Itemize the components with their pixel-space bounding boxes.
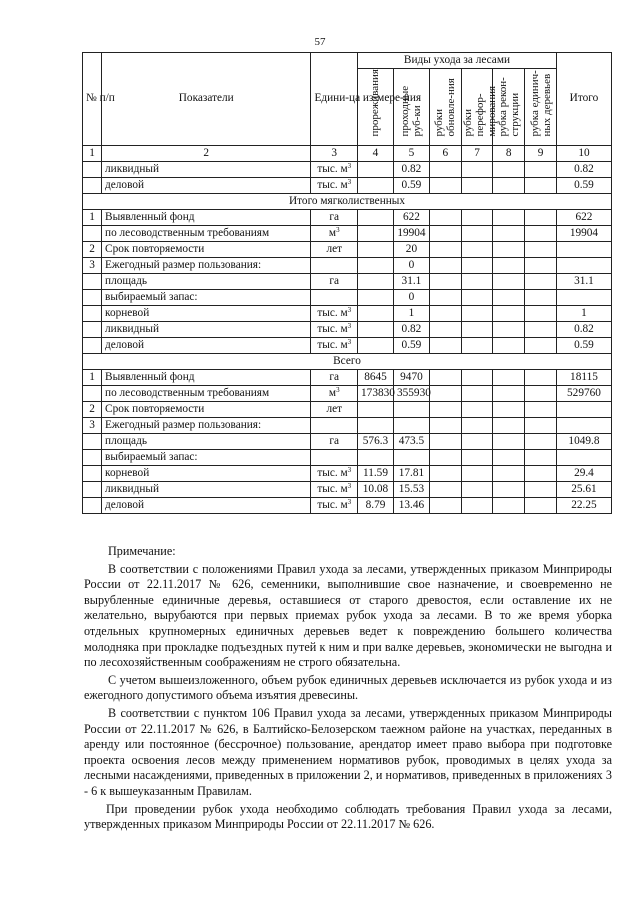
row-value-total: 1 — [556, 305, 611, 321]
row-value-reforming — [461, 209, 493, 225]
row-value-reconstruction — [493, 289, 525, 305]
row-value-total: 529760 — [556, 385, 611, 401]
row-number — [83, 321, 102, 337]
row-value-single-trees — [525, 273, 557, 289]
row-value-single-trees — [525, 449, 557, 465]
row-value-thinning — [358, 417, 394, 433]
row-indicator: деловой — [102, 177, 311, 193]
header-type-label: рубки обновле-ния — [433, 78, 458, 137]
row-number — [83, 161, 102, 177]
row-number: 1 — [83, 209, 102, 225]
row-value-thinning: 8645 — [358, 369, 394, 385]
row-unit — [311, 289, 358, 305]
col-number: 6 — [429, 145, 461, 161]
row-value-passage-cutting: 19904 — [393, 225, 429, 241]
row-value-reconstruction — [493, 497, 525, 513]
row-value-total — [556, 401, 611, 417]
section-row — [83, 193, 612, 209]
row-value-reforming — [461, 465, 493, 481]
row-number — [83, 289, 102, 305]
row-value-reforming — [461, 337, 493, 353]
col-number: 9 — [525, 145, 557, 161]
row-value-reconstruction — [493, 273, 525, 289]
row-value-passage-cutting: 0.59 — [393, 177, 429, 193]
header-type-cell — [429, 69, 461, 146]
row-value-total: 22.25 — [556, 497, 611, 513]
row-value-thinning: 11.59 — [358, 465, 394, 481]
row-indicator: деловой — [102, 337, 311, 353]
unit-exponent: 3 — [347, 305, 352, 314]
row-number — [83, 177, 102, 193]
row-value-reconstruction — [493, 417, 525, 433]
row-number — [83, 273, 102, 289]
row-number — [83, 225, 102, 241]
row-value-passage-cutting: 0.82 — [393, 161, 429, 177]
row-value-renewal — [429, 225, 461, 241]
row-number: 2 — [83, 241, 102, 257]
row-value-renewal — [429, 177, 461, 193]
table-row — [83, 321, 612, 337]
row-number: 2 — [83, 401, 102, 417]
row-value-thinning — [358, 289, 394, 305]
header-type-label: проходные руб-ки — [399, 85, 424, 137]
row-value-reforming — [461, 433, 493, 449]
row-value-thinning — [358, 161, 394, 177]
row-value-renewal — [429, 449, 461, 465]
row-value-single-trees — [525, 369, 557, 385]
row-indicator: деловой — [102, 497, 311, 513]
row-number — [83, 465, 102, 481]
row-value-single-trees — [525, 465, 557, 481]
row-value-total — [556, 257, 611, 273]
col-number: 4 — [358, 145, 394, 161]
row-value-reconstruction — [493, 449, 525, 465]
row-value-passage-cutting: 0.59 — [393, 337, 429, 353]
row-unit: тыс. $м^3$ — [311, 497, 358, 513]
row-value-passage-cutting: 9470 — [393, 369, 429, 385]
row-unit: га — [311, 273, 358, 289]
unit-exponent: 3 — [347, 465, 352, 474]
row-unit — [311, 257, 358, 273]
table-row — [83, 257, 612, 273]
row-value-thinning — [358, 241, 394, 257]
row-number: 3 — [83, 257, 102, 273]
row-value-total: 0.82 — [556, 321, 611, 337]
section-title: Итого мягколиственных — [83, 193, 612, 209]
row-value-reforming — [461, 289, 493, 305]
row-unit: $м^3$ — [311, 225, 358, 241]
row-value-total: 0.59 — [556, 337, 611, 353]
row-value-reconstruction — [493, 337, 525, 353]
col-number: 1 — [83, 145, 102, 161]
row-value-single-trees — [525, 289, 557, 305]
unit-exponent: 3 — [347, 321, 352, 330]
row-value-total — [556, 241, 611, 257]
row-value-thinning — [358, 225, 394, 241]
row-value-reforming — [461, 417, 493, 433]
row-value-thinning — [358, 273, 394, 289]
row-value-single-trees — [525, 433, 557, 449]
header-type-label: рубки перефор-мирования — [461, 85, 498, 137]
row-unit: га — [311, 433, 358, 449]
row-indicator: выбираемый запас: — [102, 449, 311, 465]
row-indicator: площадь — [102, 273, 311, 289]
header-type-label: рубка единич-ных деревьев — [528, 70, 553, 137]
row-value-renewal — [429, 289, 461, 305]
row-value-reconstruction — [493, 481, 525, 497]
row-unit: тыс. $м^3$ — [311, 465, 358, 481]
row-value-thinning — [358, 305, 394, 321]
row-value-total: 25.61 — [556, 481, 611, 497]
row-value-single-trees — [525, 177, 557, 193]
row-value-thinning: 8.79 — [358, 497, 394, 513]
row-value-total — [556, 417, 611, 433]
row-value-passage-cutting: 473.5 — [393, 433, 429, 449]
row-indicator: корневой — [102, 465, 311, 481]
section-title: Всего — [83, 353, 612, 369]
row-value-renewal — [429, 497, 461, 513]
row-value-reforming — [461, 481, 493, 497]
row-value-total: 1049.8 — [556, 433, 611, 449]
row-value-renewal — [429, 305, 461, 321]
row-value-thinning: 576.3 — [358, 433, 394, 449]
row-value-reforming — [461, 257, 493, 273]
row-indicator: Выявленный фонд — [102, 369, 311, 385]
table-row — [83, 209, 612, 225]
row-indicator: ликвидный — [102, 321, 311, 337]
header-indicator: Показатели — [102, 53, 311, 146]
table-row — [83, 449, 612, 465]
notes-paragraph: С учетом вышеизложенного, объем рубок единичных деревьев исключается из рубок ухода и из ежегодного допустимого объема изъятия древесины. — [84, 672, 612, 703]
row-unit: га — [311, 369, 358, 385]
row-value-renewal — [429, 241, 461, 257]
header-care-types: Виды ухода за лесами — [358, 53, 557, 69]
row-number — [83, 433, 102, 449]
col-number: 5 — [393, 145, 429, 161]
row-indicator: ликвидный — [102, 161, 311, 177]
row-unit: тыс. $м^3$ — [311, 481, 358, 497]
table-body — [83, 53, 612, 514]
row-value-single-trees — [525, 497, 557, 513]
row-value-reconstruction — [493, 209, 525, 225]
col-number: 2 — [102, 145, 311, 161]
row-value-reconstruction — [493, 161, 525, 177]
row-unit: га — [311, 209, 358, 225]
row-value-reforming — [461, 369, 493, 385]
row-value-passage-cutting: 0 — [393, 257, 429, 273]
row-value-thinning — [358, 177, 394, 193]
row-value-reconstruction — [493, 305, 525, 321]
row-number — [83, 385, 102, 401]
col-number: 7 — [461, 145, 493, 161]
row-value-reconstruction — [493, 321, 525, 337]
notes-block — [84, 544, 612, 833]
row-value-renewal — [429, 321, 461, 337]
row-value-total: 622 — [556, 209, 611, 225]
header-num: № п/п — [83, 53, 102, 146]
row-unit: тыс. $м^3$ — [311, 161, 358, 177]
unit-exponent: 3 — [336, 385, 340, 394]
header-unit: Едини-ца из-мере-ния — [311, 53, 358, 146]
row-value-total: 29.4 — [556, 465, 611, 481]
row-value-renewal — [429, 337, 461, 353]
row-value-reconstruction — [493, 465, 525, 481]
row-value-passage-cutting — [393, 417, 429, 433]
row-value-reforming — [461, 321, 493, 337]
table-row — [83, 401, 612, 417]
row-value-passage-cutting: 355930 — [393, 385, 429, 401]
row-indicator: Выявленный фонд — [102, 209, 311, 225]
row-value-passage-cutting: 13.46 — [393, 497, 429, 513]
row-value-renewal — [429, 433, 461, 449]
notes-paragraph: В соответствии с положениями Правил ухода за лесами, утвержденных приказом Минприроды России от 22.11.2017 № 626, семенники, выполнившие свое назначение, и своевременно не вырубленные единичные деревья, оставшиеся от старого древостоя, если оставление их не желательно, вырубаются при первых приемах рубок ухода за лесами. В то же время уборка отдельных крупномерных единичных деревьев ведет к повреждению большего количества молодняка при прокладке подъездных путей к ним и при валке деревьев, экономически не выгодна и по лесохозяйственным соображениям не строго обязательна. — [84, 561, 612, 670]
row-value-thinning — [358, 321, 394, 337]
row-value-thinning: 173830 — [358, 385, 394, 401]
row-value-reforming — [461, 401, 493, 417]
row-value-passage-cutting: 622 — [393, 209, 429, 225]
section-row — [83, 353, 612, 369]
row-value-renewal — [429, 257, 461, 273]
row-value-renewal — [429, 481, 461, 497]
row-unit: тыс. $м^3$ — [311, 337, 358, 353]
table-row — [83, 465, 612, 481]
row-value-reforming — [461, 241, 493, 257]
table-row — [83, 241, 612, 257]
table-row — [83, 481, 612, 497]
table-row — [83, 417, 612, 433]
row-value-single-trees — [525, 337, 557, 353]
row-value-renewal — [429, 161, 461, 177]
header-total: Итого — [556, 53, 611, 146]
forest-care-table — [82, 52, 612, 514]
row-indicator: по лесоводственным требованиям — [102, 385, 311, 401]
column-number-row — [83, 145, 612, 161]
unit-exponent: 3 — [347, 337, 352, 346]
row-value-reconstruction — [493, 433, 525, 449]
unit-exponent: 3 — [347, 177, 352, 186]
row-number — [83, 305, 102, 321]
row-value-thinning — [358, 257, 394, 273]
row-value-renewal — [429, 465, 461, 481]
row-value-single-trees — [525, 321, 557, 337]
notes-paragraph: В соответствии с пунктом 106 Правил ухода за лесами, утвержденных приказом Минприроды России от 22.11.2017 № 626, в Балтийско-Белозерском таежном районе на участках, переданных в аренду или постоянное (бессрочное) пользование, арендатор имеет право выбора при подготовке проекта освоения лесов между применением нормативов рубок, проводимых в целях ухода за лесными насаждениями, приведенных в приложении 2, и нормативов, приведенных в приложениях 3 - 6 к вышеуказанным Правилам. — [84, 705, 612, 798]
unit-exponent: 3 — [347, 497, 352, 506]
notes-paragraph: При проведении рубок ухода необходимо соблюдать требования Правил ухода за лесами, утвержденных приказом Минприроды России от 22.11.2017 № 626. — [84, 801, 612, 832]
row-value-renewal — [429, 369, 461, 385]
row-indicator: Срок повторяемости — [102, 401, 311, 417]
unit-exponent: 3 — [347, 481, 352, 490]
row-value-thinning — [358, 337, 394, 353]
row-value-reforming — [461, 385, 493, 401]
row-unit: тыс. $м^3$ — [311, 321, 358, 337]
table-row — [83, 289, 612, 305]
row-value-single-trees — [525, 481, 557, 497]
col-number: 8 — [493, 145, 525, 161]
row-value-reconstruction — [493, 385, 525, 401]
row-value-passage-cutting: 0.82 — [393, 321, 429, 337]
row-value-single-trees — [525, 401, 557, 417]
table-row — [83, 305, 612, 321]
row-value-reconstruction — [493, 257, 525, 273]
row-value-single-trees — [525, 305, 557, 321]
col-number: 10 — [556, 145, 611, 161]
table-row — [83, 385, 612, 401]
row-indicator: площадь — [102, 433, 311, 449]
row-indicator: по лесоводственным требованиям — [102, 225, 311, 241]
header-type-cell — [461, 69, 498, 146]
row-value-single-trees — [525, 257, 557, 273]
row-unit: $м^3$ — [311, 385, 358, 401]
row-value-passage-cutting: 15.53 — [393, 481, 429, 497]
row-value-passage-cutting — [393, 401, 429, 417]
header-type-cell — [393, 69, 429, 146]
row-value-single-trees — [525, 417, 557, 433]
row-value-reforming — [461, 161, 493, 177]
row-value-total: 18115 — [556, 369, 611, 385]
row-value-single-trees — [525, 385, 557, 401]
row-value-reconstruction — [493, 369, 525, 385]
row-indicator: Ежегодный размер пользования: — [102, 257, 311, 273]
row-value-renewal — [429, 209, 461, 225]
header-type-cell — [358, 69, 394, 146]
row-value-reconstruction — [493, 177, 525, 193]
row-value-single-trees — [525, 161, 557, 177]
row-value-total: 0.59 — [556, 177, 611, 193]
row-value-renewal — [429, 417, 461, 433]
row-value-single-trees — [525, 225, 557, 241]
row-value-passage-cutting: 17.81 — [393, 465, 429, 481]
row-value-total: 31.1 — [556, 273, 611, 289]
page-number: 57 — [314, 36, 326, 48]
notes-heading: Примечание: — [108, 544, 176, 558]
row-value-passage-cutting: 20 — [393, 241, 429, 257]
row-value-reforming — [461, 225, 493, 241]
table-row — [83, 369, 612, 385]
row-value-reforming — [461, 449, 493, 465]
row-indicator: Ежегодный размер пользования: — [102, 417, 311, 433]
row-value-renewal — [429, 401, 461, 417]
row-unit: лет — [311, 401, 358, 417]
row-value-thinning — [358, 209, 394, 225]
row-value-reforming — [461, 305, 493, 321]
row-value-thinning — [358, 449, 394, 465]
row-value-passage-cutting: 0 — [393, 289, 429, 305]
header-type-label: прореживания — [369, 69, 382, 137]
row-unit — [311, 449, 358, 465]
row-number: 3 — [83, 417, 102, 433]
row-value-total — [556, 449, 611, 465]
header-type-cell — [525, 69, 557, 146]
row-number: 1 — [83, 369, 102, 385]
row-unit — [311, 417, 358, 433]
unit-exponent: 3 — [336, 225, 340, 234]
row-indicator: выбираемый запас: — [102, 289, 311, 305]
row-number — [83, 481, 102, 497]
unit-exponent: 3 — [347, 161, 352, 170]
row-value-single-trees — [525, 241, 557, 257]
table-row — [83, 161, 612, 177]
row-value-reforming — [461, 273, 493, 289]
row-value-passage-cutting: 31.1 — [393, 273, 429, 289]
row-value-reconstruction — [493, 401, 525, 417]
row-value-reconstruction — [493, 225, 525, 241]
row-value-passage-cutting: 1 — [393, 305, 429, 321]
row-number — [83, 337, 102, 353]
row-value-total: 19904 — [556, 225, 611, 241]
row-value-thinning: 10.08 — [358, 481, 394, 497]
header-type-label: рубка рекон-струкции — [496, 77, 521, 137]
row-unit: лет — [311, 241, 358, 257]
row-value-total — [556, 289, 611, 305]
table-row — [83, 497, 612, 513]
row-value-thinning — [358, 401, 394, 417]
table-row — [83, 337, 612, 353]
row-value-reforming — [461, 177, 493, 193]
row-value-reconstruction — [493, 241, 525, 257]
header-type-cell — [493, 69, 525, 146]
row-indicator: Срок повторяемости — [102, 241, 311, 257]
table-row — [83, 433, 612, 449]
row-value-renewal — [429, 273, 461, 289]
row-indicator: корневой — [102, 305, 311, 321]
row-indicator: ликвидный — [102, 481, 311, 497]
row-value-passage-cutting — [393, 449, 429, 465]
table-row — [83, 225, 612, 241]
row-number — [83, 497, 102, 513]
table-row — [83, 177, 612, 193]
row-number — [83, 449, 102, 465]
row-value-total: 0.82 — [556, 161, 611, 177]
row-value-reforming — [461, 497, 493, 513]
row-value-renewal — [429, 385, 461, 401]
table-row — [83, 273, 612, 289]
row-value-single-trees — [525, 209, 557, 225]
row-unit: тыс. $м^3$ — [311, 177, 358, 193]
col-number: 3 — [311, 145, 358, 161]
row-unit: тыс. $м^3$ — [311, 305, 358, 321]
